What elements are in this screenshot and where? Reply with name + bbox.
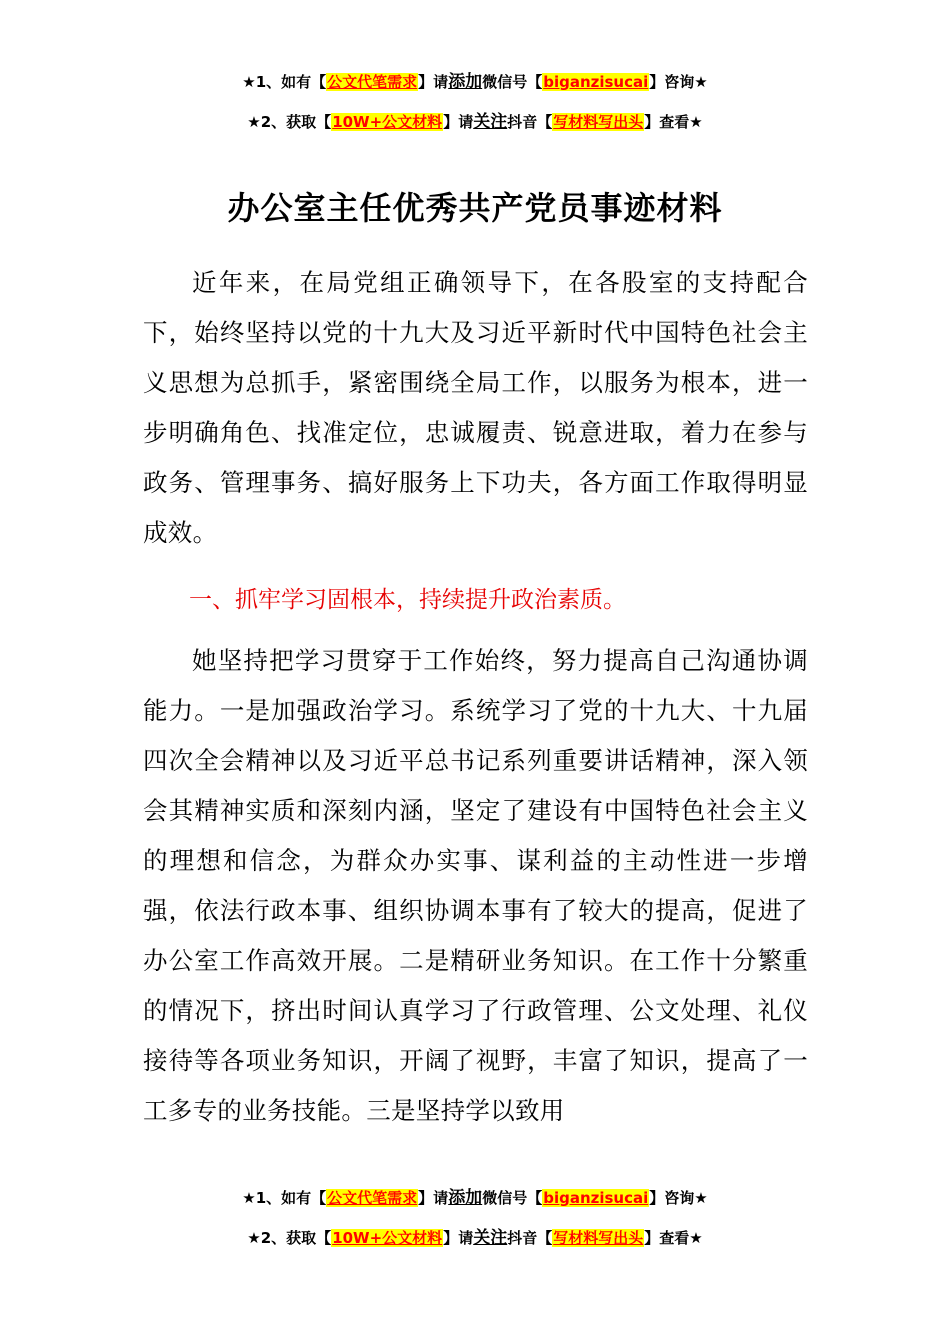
banner-highlight: 10W+公文材料: [332, 1229, 443, 1247]
top-banner-line-1: [0, 72, 950, 92]
banner-text: 2、获取【: [260, 1229, 332, 1247]
banner-wechat-id: biganzisucai: [543, 1189, 649, 1207]
banner-highlight: 公文代笔需求: [327, 73, 418, 91]
star-icon: ★: [242, 73, 256, 91]
star-icon: ★: [689, 1229, 703, 1247]
banner-text: 】请: [443, 1229, 474, 1247]
document-body: [143, 258, 808, 1136]
banner-text: 】请: [443, 113, 474, 131]
banner-text: 】查看: [644, 1229, 690, 1247]
star-icon: ★: [247, 1229, 261, 1247]
banner-highlight: 公文代笔需求: [327, 1189, 418, 1207]
banner-text: 】咨询: [649, 1189, 695, 1207]
banner-text: 】请: [418, 1189, 449, 1207]
document-title: 办公室主任优秀共产党员事迹材料: [227, 189, 723, 227]
banner-underlined-word: 关注: [473, 1228, 508, 1248]
banner-douyin-name: 写材料写出头: [553, 1229, 644, 1247]
star-icon: ★: [689, 113, 703, 131]
section-paragraph: 她坚持把学习贯穿于工作始终，努力提高自己沟通协调能力。一是加强政治学习。系统学习了党的十九大、十九届四次全会精神以及习近平总书记系列重要讲话精神，深入领会其精神实质和深刻内涵，坚定了建设有中国特色社会主义的理想和信念，为群众办实事、谋利益的主动性进一步增强，依法行政本事、组织协调本事有了较大的提高，促进了办公室工作高效开展。二是精研业务知识。在工作十分繁重的情况下，挤出时间认真学习了行政管理、公文处理、礼仪接待等各项业务知识，开阔了视野，丰富了知识，提高了一工多专的业务技能。三是坚持学以致用: [143, 646, 808, 1125]
banner-text: 】请: [418, 73, 449, 91]
bottom-banner-line-1: [0, 1188, 950, 1208]
star-icon: ★: [247, 113, 261, 131]
star-icon: ★: [242, 1189, 256, 1207]
banner-underlined-word: 关注: [473, 112, 508, 132]
banner-highlight: 10W+公文材料: [332, 113, 443, 131]
star-icon: ★: [694, 73, 708, 91]
banner-wechat-id: biganzisucai: [543, 73, 649, 91]
banner-text: 抖音【: [507, 1229, 553, 1247]
section-heading: 一、抓牢学习固根本，持续提升政治素质。: [189, 587, 626, 613]
banner-text: 】查看: [644, 113, 690, 131]
banner-text: 1、如有【: [255, 73, 327, 91]
banner-text: 2、获取【: [260, 113, 332, 131]
banner-text: 抖音【: [507, 113, 553, 131]
banner-text: 微信号【: [482, 1189, 543, 1207]
banner-text: 微信号【: [482, 73, 543, 91]
banner-underlined-word: 添加: [448, 1188, 483, 1208]
bottom-banner-line-2: [0, 1228, 950, 1248]
banner-text: 1、如有【: [255, 1189, 327, 1207]
star-icon: ★: [694, 1189, 708, 1207]
top-banner-line-2: [0, 112, 950, 132]
banner-text: 】咨询: [649, 73, 695, 91]
banner-douyin-name: 写材料写出头: [553, 113, 644, 131]
intro-paragraph: 近年来，在局党组正确领导下，在各股室的支持配合下，始终坚持以党的十九大及习近平新时代中国特色社会主义思想为总抓手，紧密围绕全局工作，以服务为根本，进一步明确角色、找准定位，忠诚履责、锐意进取，着力在参与政务、管理事务、搞好服务上下功夫，各方面工作取得明显成效。: [143, 268, 808, 547]
banner-underlined-word: 添加: [448, 72, 483, 92]
